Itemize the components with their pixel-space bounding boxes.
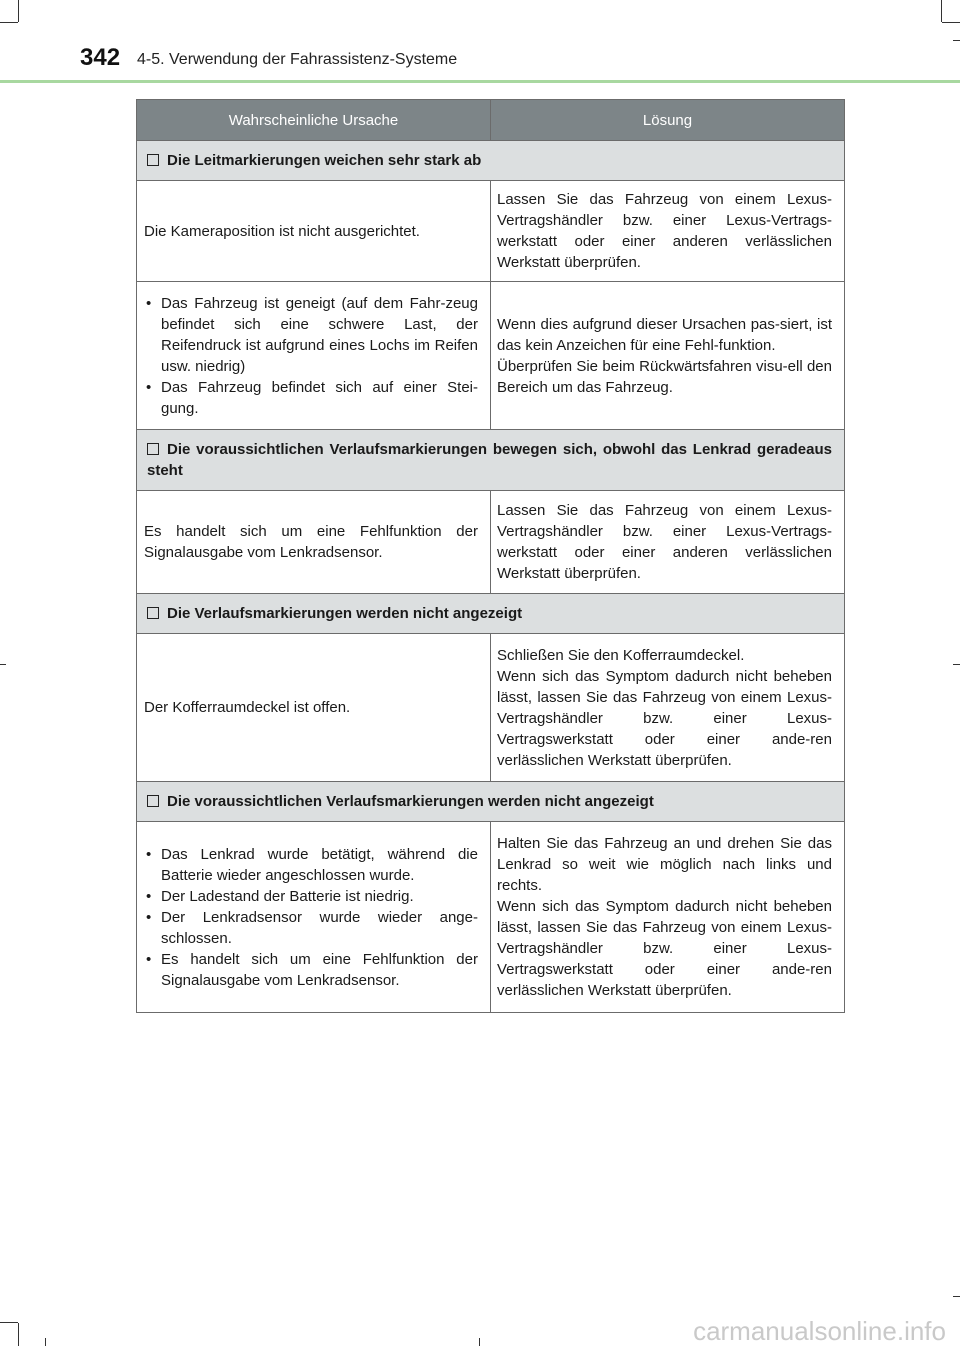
- crop-mark: [953, 1296, 960, 1297]
- group-row: [137, 141, 845, 181]
- crop-mark: [479, 1338, 480, 1346]
- group-title-cell: [137, 782, 845, 822]
- page-header: [0, 0, 960, 84]
- solution-text: Halten Sie das Fahrzeug an und drehen Sie das Lenkrad so weit wie möglich nach links und rechts.: [497, 835, 832, 894]
- table-header-row: [137, 100, 845, 141]
- list-item: • Der Ladestand der Batterie ist niedrig.: [144, 886, 478, 907]
- group-title: Die voraussichtlichen Verlaufsmarkierungen bewegen sich, obwohl das Lenkrad geradeaus steht: [147, 441, 832, 479]
- solution-cell: [491, 491, 845, 594]
- troubleshooting-table: [136, 99, 845, 1013]
- solution-cell: [491, 181, 845, 282]
- table-row: [137, 491, 845, 594]
- solution-cell: [491, 634, 845, 782]
- table-row: [137, 634, 845, 782]
- cause-list: [144, 844, 478, 991]
- table-row: [137, 282, 845, 430]
- group-title-cell: [137, 430, 845, 491]
- solution-text: Lassen Sie das Fahrzeug von einem Lexus-Vertragshändler bzw. einer Lexus-Vertrags-werkstatt oder einer anderen verlässlichen Werkstatt überprüfen.: [497, 502, 832, 582]
- list-item: • Das Fahrzeug ist geneigt (auf dem Fahr-zeug befindet sich eine schwere Last, der Reifendruck ist aufgrund eines Lochs im Reifen usw. niedrig): [144, 293, 478, 377]
- list-item: • Es handelt sich um eine Fehlfunktion der Signalausgabe vom Lenkradsensor.: [144, 949, 478, 991]
- group-row: [137, 782, 845, 822]
- list-item: • Der Lenkradsensor wurde wieder ange-schlossen.: [144, 907, 478, 949]
- solution-cell: [491, 822, 845, 1013]
- table-row: [137, 822, 845, 1013]
- solution-cell: [491, 282, 845, 430]
- column-header-solution: Lösung: [491, 100, 845, 141]
- column-header-cause: Wahrscheinliche Ursache: [137, 100, 491, 141]
- table-row: [137, 181, 845, 282]
- crop-mark: [18, 1323, 19, 1346]
- cause-cell: [137, 822, 491, 1013]
- solution-text: Schließen Sie den Kofferraumdeckel.: [497, 646, 745, 664]
- solution-text: Lassen Sie das Fahrzeug von einem Lexus-Vertragshändler bzw. einer Lexus-Vertrags-werkstatt oder einer anderen verlässlichen Werkstatt überprüfen.: [497, 191, 832, 271]
- solution-text: Wenn dies aufgrund dieser Ursachen pas-siert, ist das kein Anzeichen für eine Fehl-funktion.: [497, 315, 832, 354]
- checkbox-square-icon: [147, 443, 159, 455]
- cause-cell: [137, 282, 491, 430]
- cause-cell: Die Kameraposition ist nicht ausgerichtet.: [137, 181, 491, 282]
- group-title: Die Verlaufsmarkierungen werden nicht angezeigt: [167, 605, 523, 622]
- checkbox-square-icon: [147, 795, 159, 807]
- crop-mark: [0, 664, 6, 665]
- cause-list: [144, 293, 478, 419]
- solution-text: Überprüfen Sie beim Rückwärtsfahren visu-ell den Bereich um das Fahrzeug.: [497, 357, 832, 396]
- section-title: 4-5. Verwendung der Fahrassistenz-Systeme: [137, 51, 458, 68]
- checkbox-square-icon: [147, 154, 159, 166]
- checkbox-square-icon: [147, 607, 159, 619]
- cause-cell: Es handelt sich um eine Fehlfunktion der Signalausgabe vom Lenkradsensor.: [137, 491, 491, 594]
- crop-mark: [0, 1322, 18, 1323]
- group-row: [137, 430, 845, 491]
- watermark[interactable]: carmanualsonline.info: [693, 1316, 946, 1346]
- crop-mark: [953, 664, 960, 665]
- group-title-cell: [137, 141, 845, 181]
- solution-text: Wenn sich das Symptom dadurch nicht beheben lässt, lassen Sie das Fahrzeug von einem Lexus-Vertragshändler bzw. einer Lexus-Vertragswerkstatt oder einer ande-ren verlässlichen Werkstatt überprüfen.: [497, 667, 832, 769]
- page-number: 342: [80, 44, 121, 71]
- header-rule: [0, 80, 960, 83]
- cause-cell: Der Kofferraumdeckel ist offen.: [137, 634, 491, 782]
- solution-text: Wenn sich das Symptom dadurch nicht beheben lässt, lassen Sie das Fahrzeug von einem Lexus-Vertragshändler bzw. einer Lexus-Vertragswerkstatt oder einer ande-ren verlässlichen Werkstatt überprüfen.: [497, 898, 832, 999]
- group-title: Die Leitmarkierungen weichen sehr stark ab: [167, 152, 482, 169]
- list-item: • Das Lenkrad wurde betätigt, während die Batterie wieder angeschlossen wurde.: [144, 844, 478, 886]
- group-title-cell: [137, 594, 845, 634]
- group-title: Die voraussichtlichen Verlaufsmarkierungen werden nicht angezeigt: [167, 793, 654, 810]
- group-row: [137, 594, 845, 634]
- list-item: • Das Fahrzeug befindet sich auf einer Stei-gung.: [144, 377, 478, 419]
- crop-mark: [45, 1338, 46, 1346]
